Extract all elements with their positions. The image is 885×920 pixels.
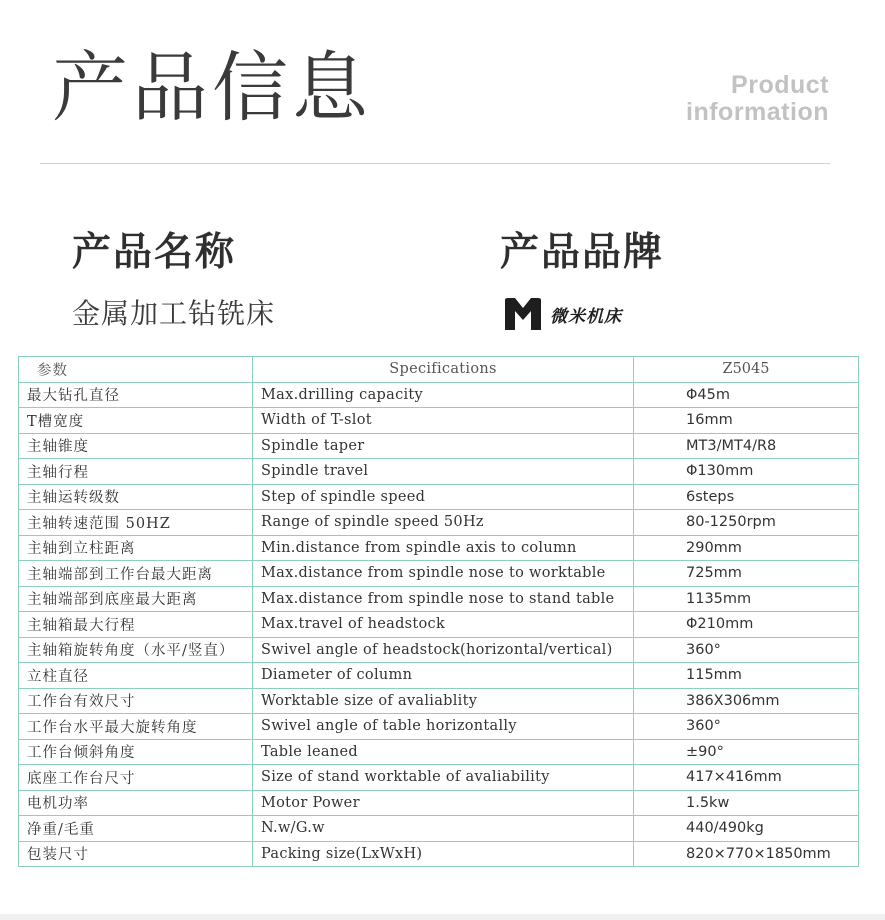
table-row — [19, 586, 859, 612]
param-name-en: Diameter of column — [253, 663, 634, 689]
footer-strip — [0, 914, 885, 920]
param-name-en: Max.travel of headstock — [253, 612, 634, 638]
table-row — [19, 714, 859, 740]
param-value: Φ45m — [634, 382, 859, 408]
param-value: 16mm — [634, 408, 859, 434]
param-name-en: Packing size(LxWxH) — [253, 841, 634, 867]
table-row — [19, 637, 859, 663]
param-name-cn: 包装尺寸 — [19, 841, 253, 867]
product-brand-label: 产品品牌 — [500, 230, 665, 275]
param-name-cn: 工作台倾斜角度 — [19, 739, 253, 765]
brand-block — [504, 297, 622, 331]
page-title-english — [686, 72, 829, 126]
param-name-cn: 主轴箱最大行程 — [19, 612, 253, 638]
column-header: Z5045 — [634, 357, 859, 383]
param-name-en: Max.distance from spindle nose to stand table — [253, 586, 634, 612]
param-name-en: Table leaned — [253, 739, 634, 765]
table-row — [19, 663, 859, 689]
param-name-en: Max.distance from spindle nose to worktable — [253, 561, 634, 587]
param-value: 725mm — [634, 561, 859, 587]
table-row — [19, 790, 859, 816]
product-name-label: 产品名称 — [72, 230, 237, 275]
table-row — [19, 739, 859, 765]
param-name-en: Swivel angle of headstock(horizontal/vertical) — [253, 637, 634, 663]
param-value: 115mm — [634, 663, 859, 689]
param-value: 386X306mm — [634, 688, 859, 714]
param-value: Φ210mm — [634, 612, 859, 638]
param-name-cn: T槽宽度 — [19, 408, 253, 434]
table-row — [19, 841, 859, 867]
param-value: 820×770×1850mm — [634, 841, 859, 867]
param-value: Φ130mm — [634, 459, 859, 485]
title-english-line2: information — [686, 98, 829, 126]
param-value: 417×416mm — [634, 765, 859, 791]
param-value: ±90° — [634, 739, 859, 765]
table-row — [19, 535, 859, 561]
param-name-cn: 主轴行程 — [19, 459, 253, 485]
param-value: 290mm — [634, 535, 859, 561]
param-name-cn: 主轴转速范围 50HZ — [19, 510, 253, 536]
table-row — [19, 688, 859, 714]
table-row — [19, 459, 859, 485]
table-row — [19, 408, 859, 434]
table-row — [19, 561, 859, 587]
param-name-cn: 净重/毛重 — [19, 816, 253, 842]
param-name-en: Range of spindle speed 50Hz — [253, 510, 634, 536]
column-header: 参数 — [19, 357, 253, 383]
param-name-en: Spindle travel — [253, 459, 634, 485]
param-name-cn: 主轴锥度 — [19, 433, 253, 459]
column-header: Specifications — [253, 357, 634, 383]
table-row — [19, 484, 859, 510]
param-value: 80-1250rpm — [634, 510, 859, 536]
title-divider — [40, 163, 830, 164]
product-name-value: 金属加工钻铣床 — [72, 297, 276, 330]
param-name-en: Step of spindle speed — [253, 484, 634, 510]
spec-table — [18, 356, 859, 867]
param-name-en: Size of stand worktable of avaliability — [253, 765, 634, 791]
param-name-en: Width of T-slot — [253, 408, 634, 434]
param-name-cn: 主轴运转级数 — [19, 484, 253, 510]
param-name-en: Worktable size of avaliablity — [253, 688, 634, 714]
param-name-en: Spindle taper — [253, 433, 634, 459]
table-row — [19, 510, 859, 536]
param-name-en: Motor Power — [253, 790, 634, 816]
table-row — [19, 765, 859, 791]
param-value: 1.5kw — [634, 790, 859, 816]
param-name-cn: 主轴到立柱距离 — [19, 535, 253, 561]
param-name-cn: 最大钻孔直径 — [19, 382, 253, 408]
table-header-row — [19, 357, 859, 383]
param-value: 360° — [634, 637, 859, 663]
brand-name: 微米机床 — [550, 306, 622, 327]
param-value: 6steps — [634, 484, 859, 510]
param-name-cn: 主轴端部到工作台最大距离 — [19, 561, 253, 587]
title-english-line1: Product — [731, 71, 829, 99]
m-logo-icon — [504, 297, 542, 331]
param-name-en: Max.drilling capacity — [253, 382, 634, 408]
param-name-en: N.w/G.w — [253, 816, 634, 842]
table-row — [19, 612, 859, 638]
param-name-cn: 立柱直径 — [19, 663, 253, 689]
table-row — [19, 433, 859, 459]
param-name-cn: 主轴端部到底座最大距离 — [19, 586, 253, 612]
param-value: 1135mm — [634, 586, 859, 612]
param-name-en: Min.distance from spindle axis to column — [253, 535, 634, 561]
param-name-cn: 主轴箱旋转角度（水平/竖直） — [19, 637, 253, 663]
param-value: 360° — [634, 714, 859, 740]
param-value: 440/490kg — [634, 816, 859, 842]
table-row — [19, 382, 859, 408]
param-name-cn: 底座工作台尺寸 — [19, 765, 253, 791]
param-name-en: Swivel angle of table horizontally — [253, 714, 634, 740]
table-row — [19, 816, 859, 842]
page-title: 产品信息 — [52, 43, 372, 132]
param-name-cn: 电机功率 — [19, 790, 253, 816]
param-name-cn: 工作台有效尺寸 — [19, 688, 253, 714]
param-name-cn: 工作台水平最大旋转角度 — [19, 714, 253, 740]
param-value: MT3/MT4/R8 — [634, 433, 859, 459]
